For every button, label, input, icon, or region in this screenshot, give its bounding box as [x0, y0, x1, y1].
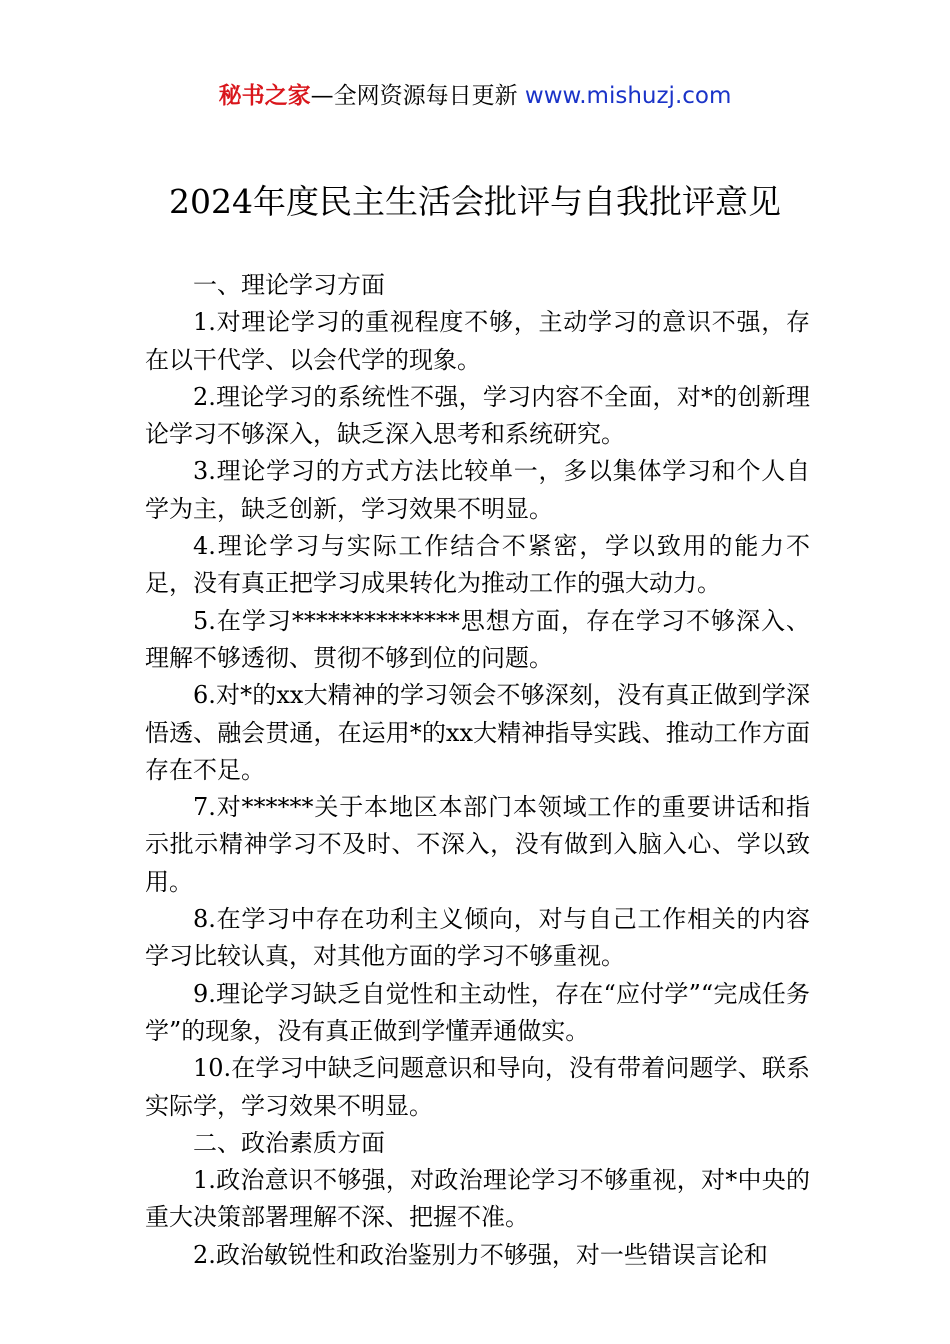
body-paragraph: 10.在学习中缺乏问题意识和导向，没有带着问题学、联系实际学，学习效果不明显。: [145, 1054, 810, 1120]
body-paragraph: 2.理论学习的系统性不强，学习内容不全面，对*的创新理论学习不够深入，缺乏深入思考和系统研究。: [145, 382, 810, 449]
document-title: 2024年度民主生活会批评与自我批评意见: [169, 182, 781, 221]
body-paragraph: 9.理论学习缺乏自觉性和主动性，存在“应付学”“完成任务学”的现象，没有真正做到学懂弄通做实。: [145, 979, 810, 1045]
header-tagline: —全网资源每日更新: [310, 83, 525, 109]
body-paragraph: 6.对*的xx大精神的学习领会不够深刻，没有真正做到学深悟透、融会贯通，在运用*的xx大精神指导实践、推动工作方面存在不足。: [145, 681, 810, 784]
body-paragraph: 1.对理论学习的重视程度不够，主动学习的意识不强，存在以干代学、以会代学的现象。: [145, 308, 810, 374]
body-paragraph: 4.理论学习与实际工作结合不紧密，学以致用的能力不足，没有真正把学习成果转化为推动工作的强大动力。: [145, 532, 810, 598]
body-paragraph: 3.理论学习的方式方法比较单一，多以集体学习和个人自学为主，缺乏创新，学习效果不明显。: [145, 457, 810, 523]
brand-name: 秘书之家: [218, 83, 311, 109]
body-paragraph: 1.政治意识不够强，对政治理论学习不够重视，对*中央的重大决策部署理解不深、把握不准。: [145, 1166, 810, 1232]
website-link[interactable]: www.mishuzj.com: [524, 83, 732, 109]
document-body: [145, 267, 810, 1274]
site-header: [0, 80, 950, 112]
body-paragraph: 8.在学习中存在功利主义倾向，对与自己工作相关的内容学习比较认真，对其他方面的学习不够重视。: [145, 905, 810, 971]
section-heading: 一、理论学习方面: [193, 271, 385, 299]
body-paragraph: 7.对******关于本地区本部门本领域工作的重要讲话和指示批示精神学习不及时、不深入，没有做到入脑入心、学以致用。: [145, 793, 810, 896]
body-paragraph: 5.在学习**************思想方面，存在学习不够深入、理解不够透彻、贯彻不够到位的问题。: [145, 606, 810, 672]
section-heading: 二、政治素质方面: [193, 1128, 385, 1157]
body-paragraph: 2.政治敏锐性和政治鉴别力不够强，对一些错误言论和: [193, 1240, 768, 1269]
